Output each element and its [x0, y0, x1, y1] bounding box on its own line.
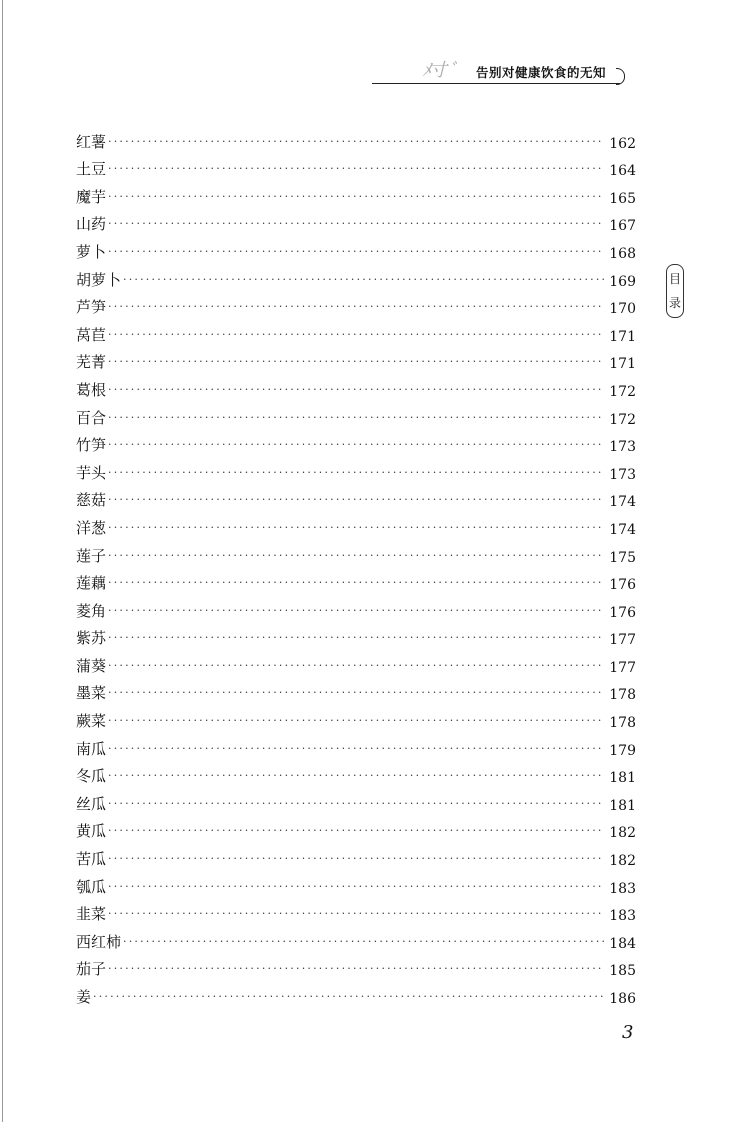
toc-entry[interactable]	[76, 455, 636, 483]
leader-dots	[108, 659, 604, 672]
toc-entry[interactable]	[76, 345, 636, 373]
leader-dots	[108, 493, 604, 506]
leader-dots	[108, 383, 604, 396]
toc-entry[interactable]	[76, 124, 636, 152]
toc-entry-page: 182	[609, 853, 636, 870]
leader-dots	[108, 438, 604, 451]
page-number: 3	[622, 1022, 634, 1043]
leader-dots	[108, 411, 604, 424]
toc-entry-label: 菱角	[76, 601, 107, 620]
toc-entry-label: 洋葱	[76, 518, 107, 537]
running-header	[372, 56, 630, 86]
toc-entry[interactable]	[76, 593, 636, 621]
toc-entry-page: 177	[609, 659, 636, 676]
toc-entry-page: 165	[609, 190, 636, 207]
toc-entry-page: 178	[609, 715, 636, 732]
leader-dots	[108, 162, 604, 175]
toc-entry-label: 瓠瓜	[76, 877, 107, 896]
toc-entry-page: 176	[609, 604, 636, 621]
toc-entry-page: 172	[609, 383, 636, 400]
leader-dots	[108, 962, 604, 975]
toc-entry-page: 178	[609, 687, 636, 704]
toc-entry-page: 162	[609, 135, 636, 152]
toc-entry-label: 南瓜	[76, 739, 107, 758]
toc-entry-label: 蒲葵	[76, 656, 107, 675]
toc-entry[interactable]	[76, 428, 636, 456]
leader-dots	[123, 935, 604, 948]
leader-dots	[108, 824, 604, 837]
toc-entry-page: 169	[609, 273, 636, 290]
toc-entry-label: 苦瓜	[76, 850, 107, 869]
toc-entry[interactable]	[76, 703, 636, 731]
header-curl	[616, 68, 625, 85]
toc-entry[interactable]	[76, 372, 636, 400]
toc-entry[interactable]	[76, 317, 636, 345]
toc-entry[interactable]	[76, 648, 636, 676]
leader-dots	[108, 852, 604, 865]
toc-entry[interactable]	[76, 759, 636, 787]
toc-entry-page: 181	[609, 770, 636, 787]
toc-entry[interactable]	[76, 731, 636, 759]
toc-entry-page: 175	[609, 549, 636, 566]
leader-dots	[123, 273, 604, 286]
toc-entry-label: 魔芋	[76, 187, 107, 206]
toc-entry-label: 芜菁	[76, 353, 107, 372]
toc-entry-label: 墨菜	[76, 684, 107, 703]
toc-entry-label: 黄瓜	[76, 822, 107, 841]
running-title: 告别对健康饮食的无知	[476, 65, 607, 80]
toc-entry-label: 芋头	[76, 463, 107, 482]
toc-entry-label: 土豆	[76, 160, 107, 179]
toc-entry-label: 莴苣	[76, 325, 107, 344]
toc-entry[interactable]	[76, 290, 636, 318]
toc-entry[interactable]	[76, 869, 636, 897]
toc-entry-label: 芦笋	[76, 298, 107, 317]
toc-entry-page: 174	[609, 494, 636, 511]
toc-entry-label: 红薯	[76, 132, 107, 151]
leader-dots	[108, 604, 604, 617]
series-logo: ﾒ寸 ﾞ	[422, 60, 456, 81]
toc-entry-page: 183	[609, 908, 636, 925]
toc-entry-label: 葛根	[76, 380, 107, 399]
toc-entry-page: 170	[609, 301, 636, 318]
toc-entry[interactable]	[76, 786, 636, 814]
toc-entry[interactable]	[76, 483, 636, 511]
toc-entry-label: 竹笋	[76, 436, 107, 455]
leader-dots	[108, 466, 604, 479]
toc-entry[interactable]	[76, 566, 636, 594]
leader-dots	[108, 135, 604, 148]
toc-entry-label: 百合	[76, 408, 107, 427]
toc-entry[interactable]	[76, 179, 636, 207]
toc-entry[interactable]	[76, 952, 636, 980]
toc-entry-label: 姜	[76, 988, 92, 1006]
toc-entry-page: 177	[609, 632, 636, 649]
leader-dots	[108, 328, 604, 341]
toc-entry-page: 184	[609, 935, 636, 952]
leader-dots	[108, 714, 604, 727]
toc-entry[interactable]	[76, 400, 636, 428]
toc-entry-page: 174	[609, 521, 636, 538]
toc-entry-page: 173	[609, 466, 636, 483]
toc-entry-label: 慈菇	[76, 491, 107, 510]
toc-entry-label: 蕨菜	[76, 712, 107, 731]
leader-dots	[108, 190, 604, 203]
toc-entry[interactable]	[76, 676, 636, 704]
leader-dots	[108, 797, 604, 810]
toc-entry-page: 171	[609, 356, 636, 373]
toc-entry-label: 紫苏	[76, 629, 107, 648]
leader-dots	[108, 300, 604, 313]
toc-entry-label: 韭菜	[76, 905, 107, 924]
toc-entry-label: 萝卜	[76, 242, 107, 261]
toc-entry-page: 186	[609, 991, 636, 1007]
leader-dots	[108, 742, 604, 755]
toc-entry[interactable]	[76, 621, 636, 649]
toc-entry-page: 182	[609, 825, 636, 842]
leader-dots	[108, 769, 604, 782]
toc-entry-page: 176	[609, 577, 636, 594]
toc-entry[interactable]	[76, 234, 636, 262]
toc-entry[interactable]	[76, 510, 636, 538]
toc-entry[interactable]	[76, 814, 636, 842]
leader-dots	[93, 990, 604, 1003]
toc-entry[interactable]	[76, 924, 636, 952]
leader-dots	[108, 355, 604, 368]
toc-entry-page: 173	[609, 439, 636, 456]
toc-entry[interactable]	[76, 152, 636, 180]
toc-entry-label: 莲子	[76, 546, 107, 565]
leader-dots	[108, 576, 604, 589]
toc-entry-page: 185	[609, 963, 636, 980]
leader-dots	[108, 245, 604, 258]
toc-entry-label: 胡萝卜	[76, 270, 122, 289]
toc-entry[interactable]	[76, 897, 636, 925]
leader-dots	[108, 521, 604, 534]
toc-entry[interactable]	[76, 262, 636, 290]
toc-entry-page: 164	[609, 163, 636, 180]
toc-entry-page: 181	[609, 797, 636, 814]
toc-entry-label: 西红柿	[76, 932, 122, 951]
toc-entry-page: 168	[609, 245, 636, 262]
page-edge	[2, 0, 3, 1122]
leader-dots	[108, 880, 604, 893]
toc-entry-page: 171	[609, 328, 636, 345]
toc-entry[interactable]	[76, 207, 636, 235]
toc-entry-page: 179	[609, 742, 636, 759]
toc-entry[interactable]	[76, 538, 636, 566]
leader-dots	[108, 217, 604, 230]
leader-dots	[108, 631, 604, 644]
toc-entry-page: 183	[609, 880, 636, 897]
toc-entry-page: 172	[609, 411, 636, 428]
toc-entry-label: 莲藕	[76, 574, 107, 593]
toc-entry[interactable]	[76, 841, 636, 869]
toc-entry-page: 167	[609, 218, 636, 235]
section-tab: 目 录	[666, 264, 684, 318]
table-of-contents	[76, 124, 636, 1007]
toc-entry[interactable]	[76, 979, 636, 1007]
toc-entry-label: 丝瓜	[76, 794, 107, 813]
header-rule	[372, 83, 620, 84]
leader-dots	[108, 549, 604, 562]
toc-entry-label: 茄子	[76, 960, 107, 979]
toc-entry-label: 冬瓜	[76, 767, 107, 786]
toc-entry-label: 山药	[76, 215, 107, 234]
leader-dots	[108, 686, 604, 699]
leader-dots	[108, 907, 604, 920]
